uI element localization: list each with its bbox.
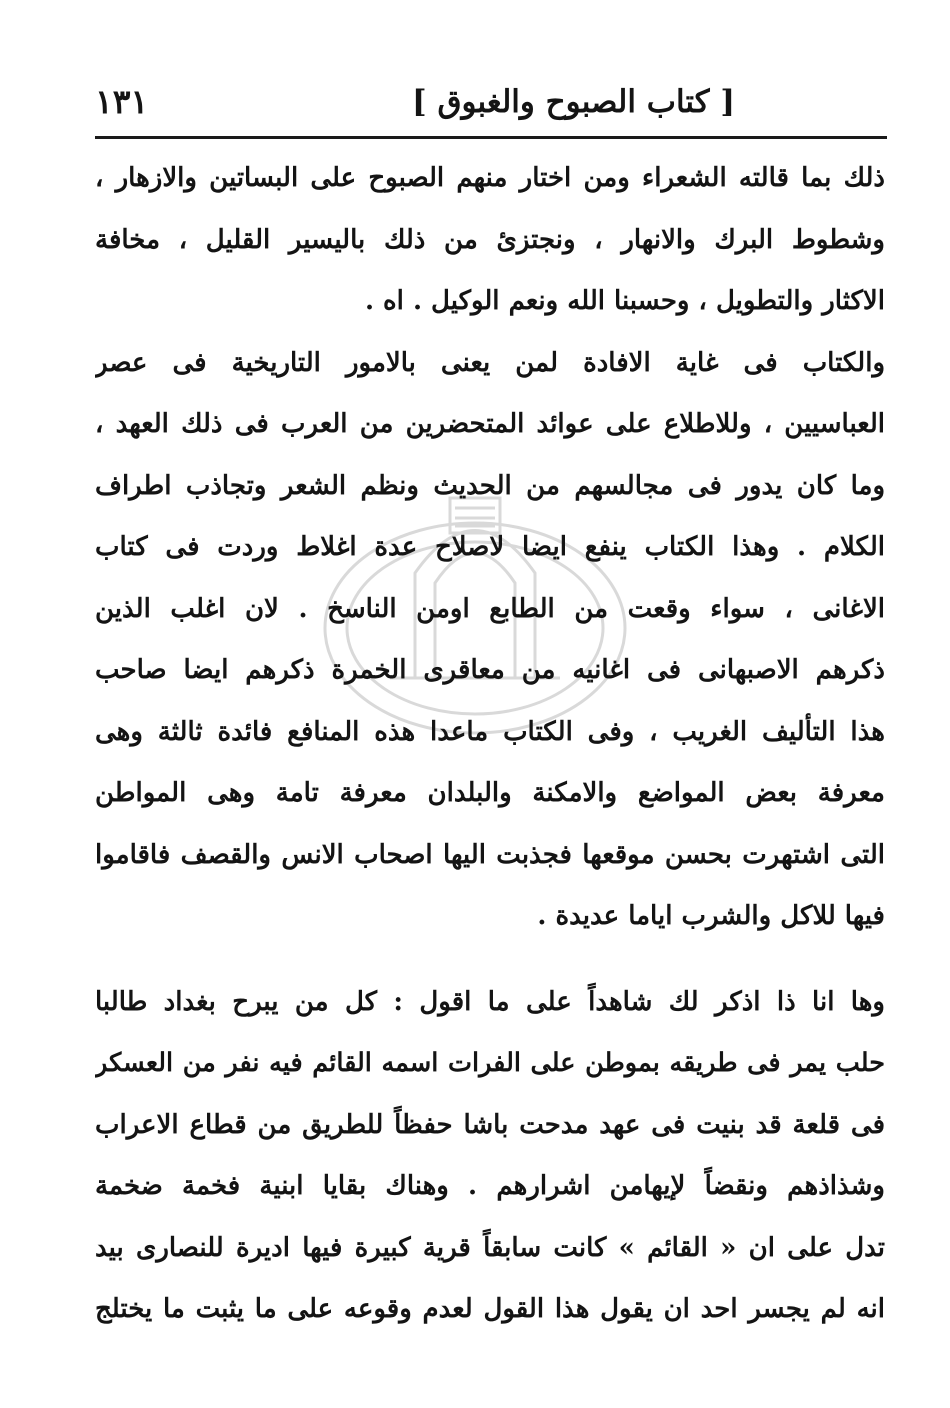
text-line: والكتاب فى غاية الافادة لمن يعنى بالامور التاريخية فى عصر	[95, 347, 885, 378]
text-line: وما كان يدور فى مجالسهم من الحديث ونظم الشعر وتجاذب اطراف	[95, 470, 885, 501]
text-line: العباسيين ، وللاطلاع على عوائد المتحضرين من العرب فى ذلك العهد ،	[95, 409, 885, 439]
header-rule	[95, 136, 887, 139]
text-line: حلب يمر فى طريقه بموطن على الفرات اسمه القائم فيه نفر من العسكر	[95, 1048, 885, 1078]
text-line: انه لم يجسر احد ان يقول هذا القول لعدم وقوعه على ما يثبت ما يختلج	[95, 1294, 885, 1324]
page-number: ١٣١	[95, 82, 149, 121]
text-line: هذا التأليف الغريب ، وفى الكتاب ماعدا هذه المنافع فائدة ثالثة وهى	[95, 716, 885, 747]
text-line: الكلام . وهذا الكتاب ينفع ايضا لاصلاح عدة اغلاط وردت فى كتاب	[95, 532, 885, 562]
text-line: ذكرهم الاصبهانى فى اغانيه من معاقرى الخمرة ذكرهم ايضا صاحب	[95, 655, 885, 685]
running-title: [ كتاب الصبوح والغبوق ]	[412, 84, 735, 120]
text-line: فى قلعة قد بنيت فى عهد مدحت باشا حفظاً للطريق من قطاع الاعراب	[95, 1109, 885, 1140]
text-line: وشطوط البرك والانهار ، ونجتزئ من ذلك باليسير القليل ، مخافة	[95, 224, 885, 255]
paragraph-3	[95, 972, 885, 1341]
text-line: التى اشتهرت بحسن موقعها فجذبت اليها اصحاب الانس والقصف فاقاموا	[95, 839, 885, 870]
paragraph-1	[95, 148, 885, 333]
page-body	[95, 148, 885, 1341]
text-line: تدل على ان « القائم » كانت سابقاً قرية كبيرة فيها اديرة للنصارى بيد	[95, 1232, 885, 1263]
text-line: وشذاذهم ونقضاً لإيهامن اشرارهم . وهناك بقايا ابنية فخمة ضخمة	[95, 1171, 885, 1201]
paragraph-2	[95, 333, 885, 948]
text-line: الاغانى ، سواء وقعت من الطابع اومن الناسخ . لان اغلب الذين	[95, 593, 885, 624]
paragraph-gap	[95, 948, 885, 972]
running-header	[95, 80, 885, 130]
text-line: فيها للاكل والشرب اياما عديدة .	[537, 901, 885, 931]
text-line: ذلك بما قالته الشعراء ومن اختار منهم الصبوح على البساتين والازهار ،	[95, 163, 885, 193]
text-line: وها انا ذا اذكر لك شاهداً على ما اقول : كل من يبرح بغداد طالبا	[95, 986, 885, 1017]
text-line: الاكثار والتطويل ، وحسبنا الله ونعم الوكيل . اه .	[364, 286, 885, 316]
text-line: معرفة بعض المواضع والامكنة والبلدان معرفة تامة وهى المواطن	[95, 778, 885, 808]
